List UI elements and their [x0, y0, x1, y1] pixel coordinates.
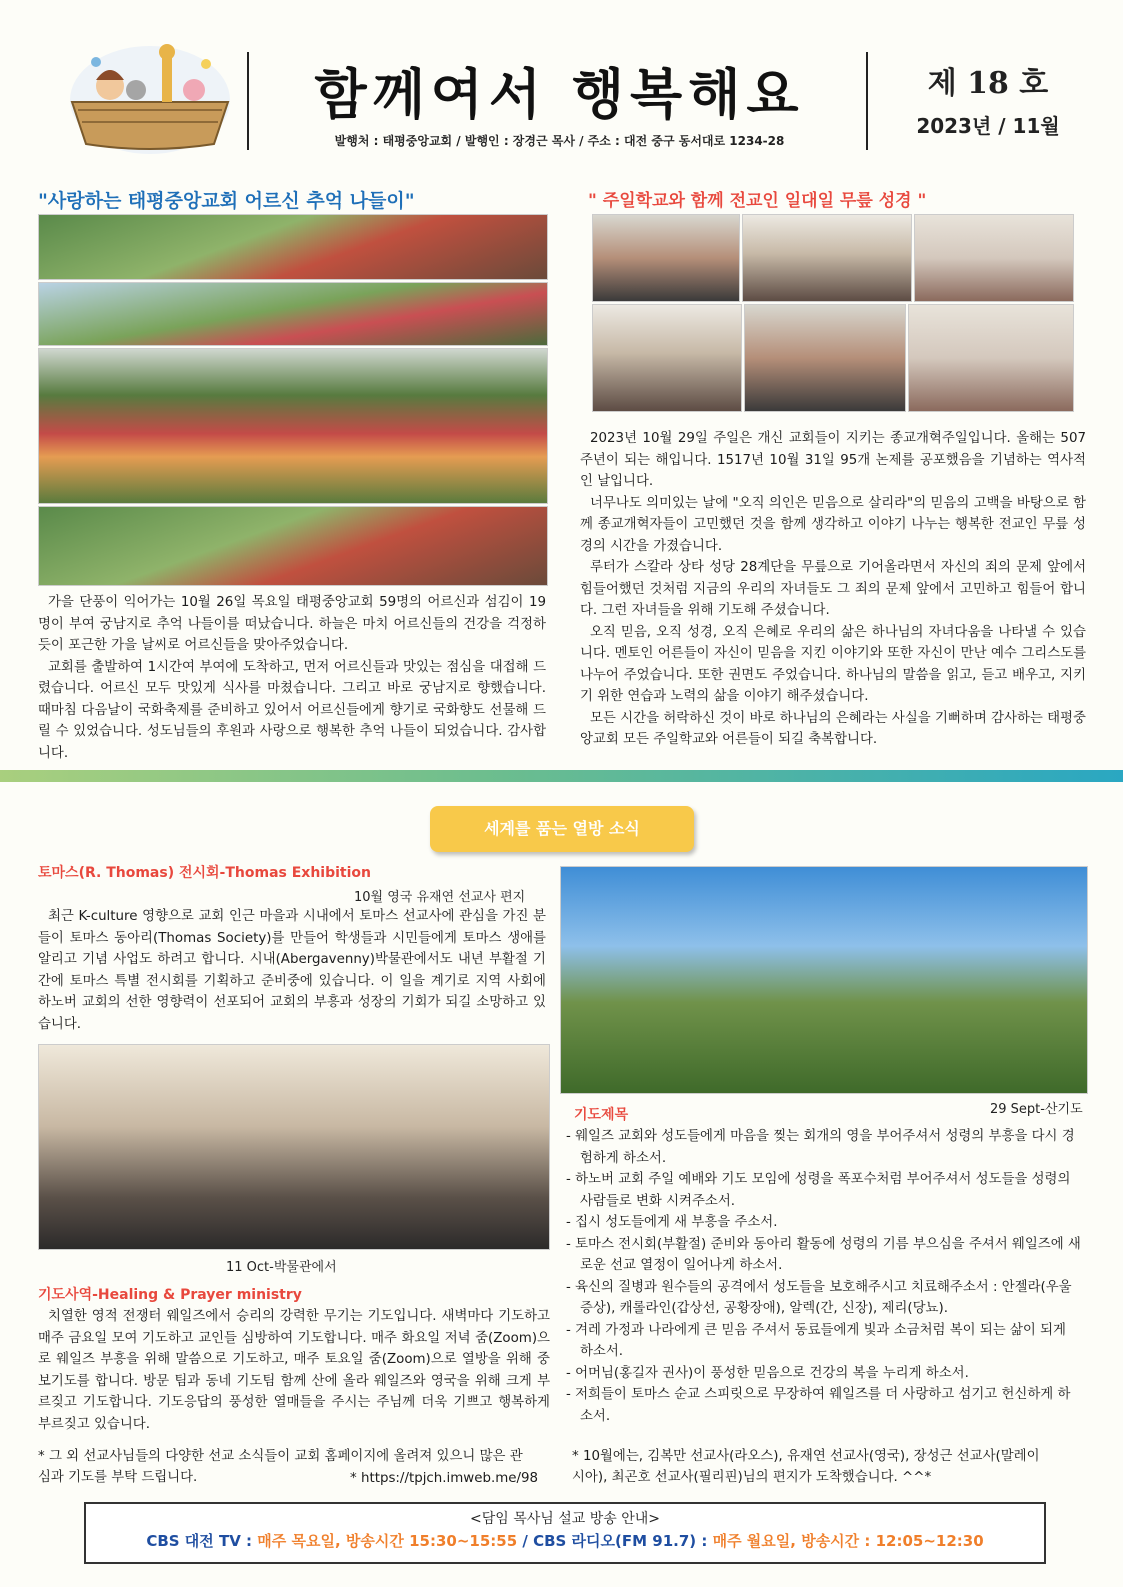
bible-photo-3 — [914, 214, 1074, 302]
bible-photo-4 — [592, 304, 742, 412]
mission-note-left: * 그 외 선교사님들의 다양한 선교 소식들이 교회 홈페이지에 올려져 있으니 많은 관심과 기도를 부탁 드립니다. — [38, 1449, 523, 1485]
bible-photo-5 — [744, 304, 906, 412]
thomas-body — [38, 906, 546, 1035]
prayer-item: - 겨레 가정과 나라에게 큰 믿음 주셔서 동료들에게 빛과 소금처럼 복이 되는 삶이 되게 하소서. — [566, 1320, 1082, 1363]
left-article-paragraph: 교회를 출발하여 1시간여 부여에 도착하고, 먼저 어르신들과 맛있는 점심을 대접해 드렸습니다. 어르신 모두 맛있게 식사를 마쳤습니다. 그리고 바로 궁남지로 향했습니다. 때마침 다음날이 국화축제를 준비하고 있어서 어르신들에게 향기로 국화향도 선물해 드릴 수 있었습니다. 성도님들의 후원과 사랑으로 행복한 추억 나들이 되었습니다. 감사합니다. — [38, 659, 546, 761]
radio-time: 매주 월요일, 방송시간 : 12:05~12:30 — [712, 1532, 984, 1550]
museum-photo-caption: 11 Oct-박물관에서 — [226, 1260, 337, 1275]
museum-photo — [38, 1044, 550, 1250]
broadcast-info-box — [84, 1502, 1046, 1564]
right-article-title: " 주일학교와 함께 전교인 일대일 무릎 성경 " — [588, 191, 927, 211]
broadcast-separator: / — [522, 1532, 528, 1550]
bible-photo-2 — [742, 214, 912, 302]
prayer-item: - 육신의 질병과 원수들의 공격에서 성도들을 보호해주시고 치료해주소서 : 안젤라(우울 증상), 캐롤라인(갑상선, 공황장애), 알렉(간, 신장), 제리(당뇨). — [566, 1277, 1082, 1320]
left-article-paragraph: 가을 단풍이 익어가는 10월 26일 목요일 태평중앙교회 59명의 어르신과 섬김이 19명이 부여 궁남지로 추억 나들이를 떠났습니다. 하늘은 마치 어르신들의 건강을 걱정하듯이 포근한 가을 날씨로 어르신들을 맞아주었습니다. — [38, 595, 546, 653]
thomas-heading: 토마스(R. Thomas) 전시회-Thomas Exhibition — [38, 865, 371, 881]
healing-paragraph: 치열한 영적 전쟁터 웨일즈에서 승리의 강력한 무기는 기도입니다. 새벽마다 기도하고 매주 금요일 모여 기도하고 교인들 심방하여 기도합니다. 매주 화요일 저녁 줌(Zoom)으로 웨일즈 부흥을 위해 말씀으로 기도하고, 매주 토요일 줌(Zoom)으로 열방을 위해 중보기도를 합니다. 방문 팀과 동네 기도팀 함께 산에 올라 웨일즈와 영국을 위해 크게 부르짖고 기도합니다. 기도응답의 풍성한 열매들을 주시는 주님께 더욱 기쁘고 행복하게 부르짖고 있습니다. — [38, 1309, 550, 1432]
mission-news-badge: 세계를 품는 열방 소식 — [430, 806, 694, 852]
prayer-list — [566, 1126, 1082, 1427]
prayer-item: - 저희들이 토마스 순교 스피릿으로 무장하여 웨일즈를 더 사랑하고 섬기고 헌신하게 하소서. — [566, 1384, 1082, 1427]
prayer-item: - 어머님(홍길자 권사)이 풍성한 믿음으로 건강의 복을 누리게 하소서. — [566, 1363, 1082, 1385]
radio-label: CBS 라디오(FM 91.7) : — [533, 1532, 708, 1550]
outing-photo-row-3 — [38, 506, 548, 586]
right-article-paragraph: 너무나도 의미있는 날에 "오직 의인은 믿음으로 살리라"의 믿음의 고백을 바탕으로 함께 종교개혁자들이 고민했던 것을 함께 생각하고 이야기 나누는 행복한 전교인 무릎 성경의 시간을 가졌습니다. — [580, 495, 1086, 554]
issue-date: 2023년 / 11월 — [916, 114, 1060, 138]
bible-photo-6 — [908, 304, 1074, 412]
tv-time: 매주 목요일, 방송시간 15:30~15:55 — [257, 1532, 518, 1550]
right-article-paragraph: 2023년 10월 29일 주일은 개신 교회들이 지키는 종교개혁주일입니다. 올해는 507주년이 되는 해입니다. 1517년 10월 31일 95개 논제를 공포했음을 기념하는 역사적인 날입니다. — [580, 431, 1086, 489]
healing-heading: 기도사역-Healing & Prayer ministry — [38, 1287, 302, 1303]
tv-label: CBS 대전 TV : — [146, 1532, 253, 1550]
right-article-paragraph: 루터가 스칼라 상타 성당 28계단을 무릎으로 기어올라면서 자신의 죄의 문제 앞에서 힘들어했던 것처럼 지금의 우리의 자녀들도 그 죄의 문제 앞에서 고민하고 힘들어 합니다. 그런 자녀들을 위해 기도해 주셨습니다. — [580, 560, 1086, 618]
outing-group-photo — [38, 348, 548, 504]
header-divider-right — [866, 52, 868, 150]
letter-note: 10월 영국 유재연 선교사 편지 — [354, 890, 526, 905]
right-article-paragraph: 오직 믿음, 오직 성경, 오직 은혜로 우리의 삶은 하나님의 자녀다움을 나타낼 수 있습니다. 멘토인 어른들이 자신이 믿음을 지킨 이야기와 또한 자신이 만난 예수 그리스도를 나누어 주었습니다. 또한 권면도 주었습니다. 하나님의 말씀을 읽고, 듣고 배우고, 지키기 위한 연습과 노력의 삶을 이야기 해주셨습니다. — [580, 624, 1086, 704]
bible-photo-1 — [592, 214, 740, 302]
broadcast-schedule — [86, 1530, 1044, 1551]
outing-photo-row-2 — [38, 282, 548, 346]
healing-body — [38, 1306, 550, 1435]
left-article-title: "사랑하는 태평중앙교회 어르신 추억 나들이" — [38, 190, 415, 212]
prayer-item: - 토마스 전시회(부활절) 준비와 동아리 활동에 성령의 기름 부으심을 주셔서 웨일즈에 새로운 선교 열정이 일어나게 하소서. — [566, 1234, 1082, 1277]
prayer-item: - 집시 성도들에게 새 부흥을 주소서. — [566, 1212, 1082, 1234]
mountain-photo-caption: 29 Sept-산기도 — [990, 1102, 1083, 1117]
mission-note-right: * 10월에는, 김복만 선교사(라오스), 유재연 선교사(영국), 장성근 선교사(말레이시아), 최곤호 선교사(필리핀)님의 편지가 도착했습니다. ^^* — [572, 1449, 1040, 1485]
outing-photo-row-1 — [38, 214, 548, 280]
left-article-body — [38, 592, 546, 764]
header-divider-left — [247, 52, 249, 150]
mountain-prayer-photo — [560, 866, 1088, 1094]
noahs-ark-logo — [66, 40, 234, 156]
section-divider — [0, 770, 1123, 782]
right-article-paragraph: 모든 시간을 허락하신 것이 바로 하나님의 은혜라는 사실을 기뻐하며 감사하는 태평중앙교회 모든 주일학교와 어른들이 되길 축복합니다. — [580, 710, 1086, 747]
right-article-body — [580, 428, 1086, 751]
thomas-paragraph: 최근 K-culture 영향으로 교회 인근 마을과 시내에서 토마스 선교사에 관심을 가진 분들이 토마스 동아리(Thomas Society)를 만들어 학생들과 시민들에게 토마스 생애를 알리고 기념 사업도 하려고 합니다. 시내(Abergavenny)박물관에서도 내년 부활절 기간에 토마스 특별 전시회를 기획하고 준비중에 있습니다. 이 일을 계기로 지역 사회에 하노버 교회의 선한 영향력이 선포되어 교회의 부흥과 성장의 기회가 되길 소망하고 있습니다. — [38, 909, 546, 1032]
prayer-item: - 하노버 교회 주일 예배와 기도 모임에 성령을 폭포수처럼 부어주셔서 성도들을 성령의 사람들로 변화 시켜주소서. — [566, 1169, 1082, 1212]
prayer-heading: 기도제목 — [574, 1107, 629, 1123]
prayer-item: - 웨일즈 교회와 성도들에게 마음을 찢는 회개의 영을 부어주셔서 성령의 부흥을 다시 경험하게 하소서. — [566, 1126, 1082, 1169]
publisher-line: 발행처 : 태평중앙교회 / 발행인 : 장경근 목사 / 주소 : 대전 중구 동서대로 1234-28 — [334, 134, 785, 148]
homepage-link[interactable]: * https://tpjch.imweb.me/98 — [350, 1471, 539, 1486]
broadcast-title: <담임 목사님 설교 방송 안내> — [469, 1511, 661, 1527]
newsletter-title: 함께여서 행복해요 — [314, 62, 805, 126]
issue-number: 제 18 호 — [927, 66, 1049, 101]
